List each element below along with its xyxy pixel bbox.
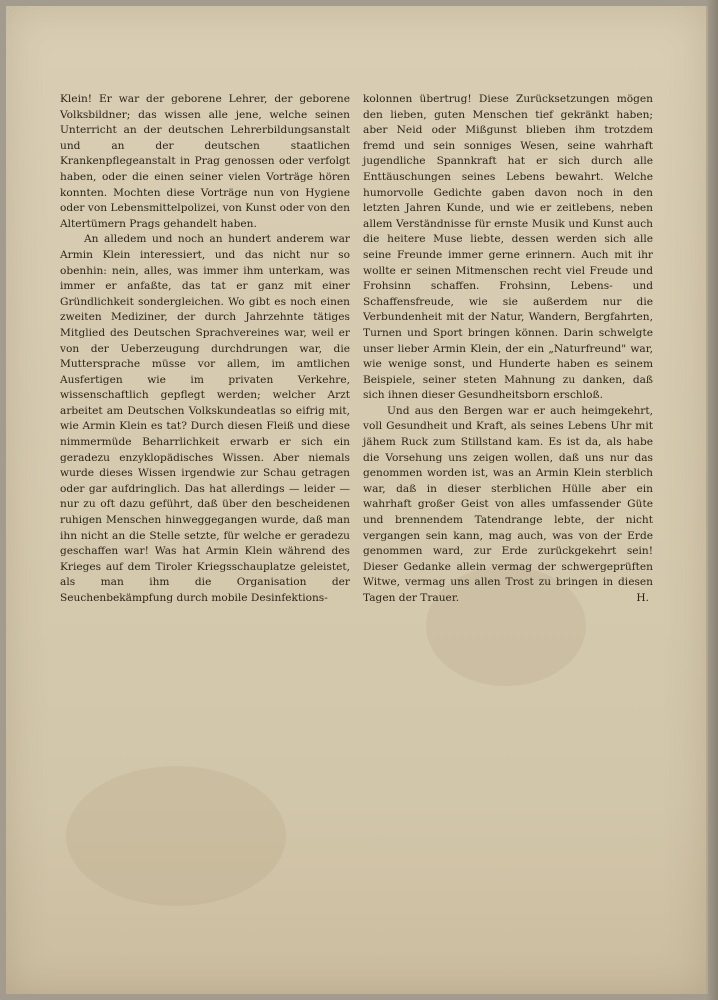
article-right-column: [363, 92, 653, 607]
article-left-column: [60, 92, 350, 607]
right-paragraph-2-text: Und aus den Bergen war er auch heimgekehrt, voll Gesundheit und Kraft, als seines Lebens Uhr mit jähem Ruck zum Stillstand kam. Es ist da, als habe die Vorsehung uns zeigen wollen, daß uns nur das genommen worden ist, was an Armin Klein sterblich war, daß in dieser sterblichen Hülle aber ein wahrhaft großer Geist von alles umfassender Güte und brennendem Tatendrange lebte, der nicht vergangen sein kann, mag auch, was von der Erde genommen ward, zur Erde zurückgekehrt sein! Dieser Gedanke allein vermag der schwergeprüften Witwe, vermag uns allen Trost zu bringen in diesen Tagen der Trauer.: [363, 404, 653, 604]
author-signature: H.: [636, 592, 649, 604]
page-edge-shadow: [706, 0, 718, 1000]
right-paragraph-2: [363, 404, 653, 607]
left-paragraph-2: An alledem und noch an hundert anderem war Armin Klein interessiert, und das nicht nur so obenhin: nein, alles, was immer ihm unterkam, was immer er anfaßte, das tat er ganz mit einer Gründlichkeit sondergleichen. Wo gibt es noch einen zweiten Mediziner, der durch Jahrzehnte tätiges Mitglied des Deutschen Sprachvereines war, weil er von der Ueberzeugung durchdrungen war, die Muttersprache müsse vor allem, im amtlichen Ausfertigen wie im privaten Verkehre, wissenschaftlich gepflegt werden; welcher Arzt arbeitet am Deutschen Volkskundeatlas so eifrig mit, wie Armin Klein es tat? Durch diesen Fleiß und diese nimmermüde Beharrlichkeit erwarb er sich ein geradezu enzyklopädisches Wissen. Aber niemals wurde dieses Wissen irgendwie zur Schau getragen oder gar aufdringlich. Das hat allerdings — leider — nur zu oft dazu geführt, daß über den bescheidenen ruhigen Menschen hinweggegangen wurde, daß man ihn nicht an die Stelle setzte, für welche er geradezu geschaffen war! Was hat Armin Klein während des Krieges auf dem Tiroler Kriegsschauplatze geleistet, als man ihm die Organisation der Seuchenbekämpfung durch mobile Desinfektions-: [60, 233, 350, 604]
paper-stain: [66, 766, 286, 906]
right-paragraph-1: kolonnen übertrug! Diese Zurücksetzungen mögen den lieben, guten Menschen tief gekränkt haben; aber Neid oder Mißgunst blieben ihm trotzdem fremd und sein sonniges Wesen, seine wahrhaft jugendliche Spannkraft hat er sich durch alle Enttäuschungen seines Lebens bewahrt. Welche humorvolle Gedichte gaben davon noch in den letzten Jahren Kunde, und wie er zeitlebens, neben allem Verständnisse für ernste Musik und Kunst auch die heitere Muse liebte, dessen werden sich alle seine Freunde immer gerne erinnern. Auch mit ihr wollte er seinen Mitmenschen recht viel Freude und Frohsinn schaffen. Frohsinn, Lebens- und Schaffensfreude, wie sie außerdem nur die Verbundenheit mit der Natur, Wandern, Bergfahrten, Turnen und Sport bringen können. Darin schwelgte unser lieber Armin Klein, der ein „Naturfreund" war, wie wenige sonst, und Hunderte haben es seinem Beispiele, seiner steten Mahnung zu danken, daß sich ihnen dieser Gesundheitsborn erschloß.: [363, 93, 653, 402]
left-paragraph-1: Klein! Er war der geborene Lehrer, der geborene Volksbildner; das wissen alle jene, welche seinen Unterricht an der deutschen Lehrerbildungsanstalt und an der deutschen staatlichen Krankenpflegeanstalt in Prag genossen oder verfolgt haben, oder die einen seiner vielen Vorträge hören konnten. Mochten diese Vorträge nun von Hygiene oder von Lebensmittelpolizei, von Kunst oder von den Altertümern Prags gehandelt haben.: [60, 93, 350, 230]
